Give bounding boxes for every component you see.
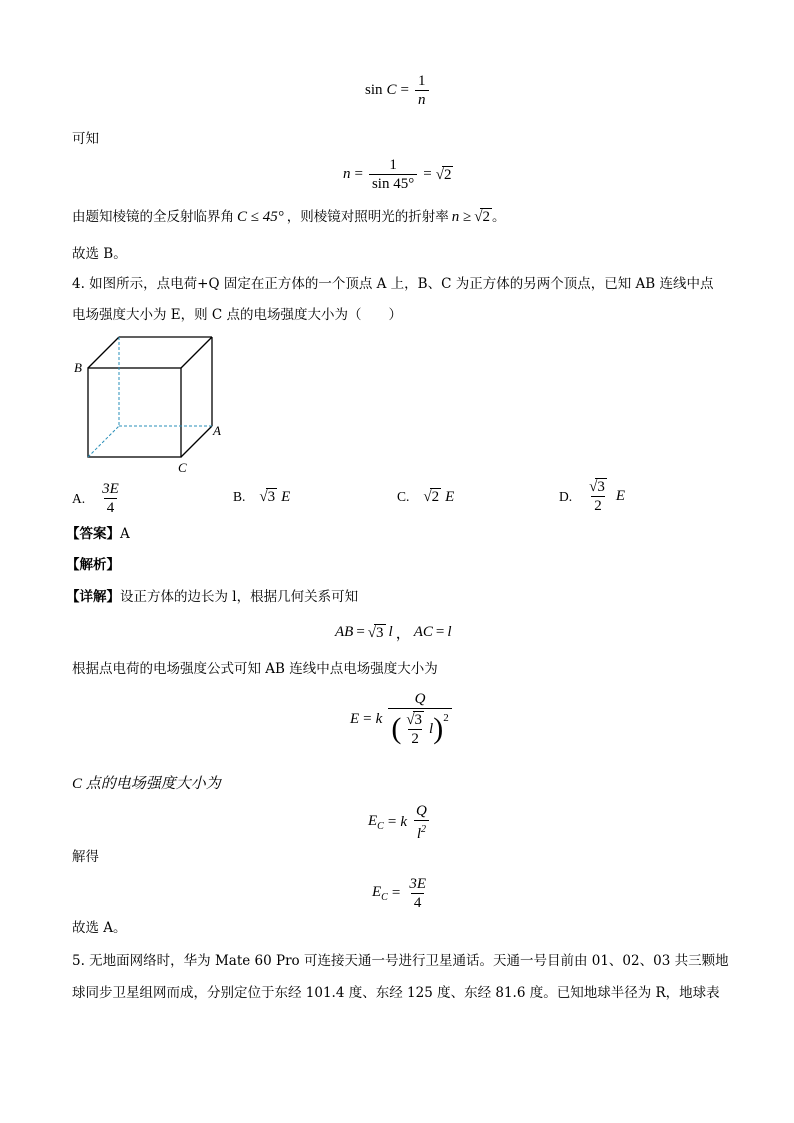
answer-line — [66, 524, 130, 544]
denominator: 4 — [411, 893, 425, 912]
question-5-line2: 球同步卫星组网而成，分别定位于东经 101.4 度、东经 125 度、东经 81.6 度。已知地球半径为 R，地球表 — [72, 985, 720, 1001]
fraction — [369, 156, 417, 193]
cube-edge — [88, 337, 119, 368]
option-C[interactable] — [397, 488, 454, 506]
sqrt: √2 — [474, 209, 490, 225]
eq-text: E — [350, 711, 360, 727]
numerator: 3E — [102, 481, 119, 497]
option-letter: B. — [233, 489, 246, 504]
radicand: 3 — [267, 489, 276, 505]
eq-text: sin — [365, 82, 383, 98]
denominator: 2 — [408, 729, 422, 748]
eq-text: = — [400, 82, 409, 98]
text: ，则棱镜对照明光的折射率 — [286, 209, 449, 225]
analysis-line — [66, 555, 120, 575]
denominator: 4 — [104, 498, 118, 517]
eq-text: = — [391, 885, 401, 901]
fraction — [99, 480, 122, 517]
math-inline: n ≥ — [451, 209, 472, 225]
fraction — [406, 875, 429, 912]
text: 由题知棱镜的全反射临界角 — [72, 209, 234, 225]
numerator: Q — [414, 691, 426, 707]
fraction — [413, 802, 430, 843]
option-D[interactable] — [559, 478, 625, 515]
paren: ) — [433, 712, 444, 745]
text: 。 — [491, 209, 506, 225]
eq-text: AC — [413, 624, 433, 640]
text-line: 故选 B。 — [72, 246, 127, 262]
eq-text: C — [386, 82, 397, 98]
question-4-line1: 4. 如图所示，点电荷+Q 固定在正方体的一个顶点 A 上，B、C 为正方体的另两个顶点，已知 AB 连线中点 — [72, 276, 714, 292]
text: C 点的电场强度大小为 — [72, 776, 221, 792]
eq-text: E — [372, 884, 382, 900]
numerator: √3 — [406, 711, 423, 728]
equation-AB-AC — [335, 622, 452, 643]
denominator: 2 — [591, 496, 605, 515]
detail-text: 设正方体的边长为 l，根据几何关系可知 — [120, 589, 359, 605]
equation-EC2 — [372, 875, 431, 912]
answer-tag: 【答案】 — [66, 526, 120, 542]
eq-text: k — [375, 711, 383, 727]
eq-text: = — [363, 711, 372, 727]
denominator — [414, 820, 429, 843]
paren: ( — [391, 712, 402, 745]
text-line: 解得 — [72, 849, 99, 865]
subscript: C — [381, 892, 388, 903]
option-letter: D. — [559, 488, 573, 504]
eq-text: AB — [335, 624, 354, 640]
option-tail: E — [615, 488, 626, 504]
label-A: A — [213, 423, 221, 438]
eq-text: ， — [395, 626, 411, 642]
sqrt: √3 — [367, 624, 384, 641]
radicand: 3 — [376, 624, 384, 641]
radicand: 3 — [597, 479, 605, 495]
exponent: 2 — [443, 712, 449, 724]
detail-tag: 【详解】 — [66, 589, 120, 605]
text-line — [72, 774, 221, 794]
fraction — [415, 72, 429, 109]
cube-front-face — [88, 368, 181, 457]
exponent: 2 — [420, 824, 426, 835]
sqrt: √3 — [259, 489, 276, 505]
cube-hidden-edge — [88, 426, 119, 457]
cube-edge — [181, 426, 212, 457]
eq-text: = — [423, 166, 432, 182]
numerator: √3 — [589, 479, 605, 495]
denominator — [388, 708, 451, 749]
eq-text: = — [354, 166, 363, 182]
equation-sinC — [365, 72, 431, 109]
option-letter: A. — [72, 490, 86, 506]
label-C: C — [178, 460, 187, 475]
equation-EC — [368, 802, 432, 843]
eq-text: n — [343, 166, 351, 182]
eq-text: = — [356, 624, 365, 640]
radicand: 2 — [443, 166, 452, 183]
cube-edge — [181, 337, 212, 368]
equation-n — [343, 156, 453, 193]
option-A[interactable] — [72, 480, 124, 517]
option-B[interactable] — [233, 488, 290, 506]
detail-line — [66, 587, 358, 607]
answer-value: A — [120, 526, 130, 542]
option-tail: E — [281, 488, 291, 505]
eq-text: l — [388, 624, 393, 640]
eq-text — [372, 884, 388, 903]
option-letter: C. — [397, 489, 410, 504]
denominator: n — [415, 90, 429, 109]
eq-text: l — [429, 721, 434, 737]
numerator: 1 — [389, 157, 397, 173]
radicand: 3 — [414, 711, 423, 728]
eq-text: l — [447, 624, 452, 640]
text-line: 根据点电荷的电场强度公式可知 AB 连线中点电场强度大小为 — [72, 661, 438, 677]
numerator: Q — [415, 803, 427, 819]
sqrt: √2 — [423, 489, 440, 505]
numerator: 3E — [409, 876, 426, 892]
fraction — [388, 690, 451, 749]
sqrt: √2 — [435, 166, 452, 183]
question-4-line2: 电场强度大小为 E，则 C 点的电场强度大小为（ ） — [72, 307, 403, 323]
text-line: 故选 A。 — [72, 920, 127, 936]
radicand: 2 — [431, 489, 440, 505]
analysis-tag: 【解析】 — [66, 557, 120, 573]
denominator: sin 45° — [369, 174, 417, 193]
eq-text: = — [387, 814, 397, 830]
text-line — [72, 207, 505, 227]
subscript: C — [377, 821, 384, 832]
eq-text: l — [416, 826, 421, 842]
question-5-line1: 5. 无地面网络时，华为 Mate 60 Pro 可连接天通一号进行卫星通话。天通一号目前由 01、02、03 共三颗地 — [72, 953, 729, 969]
text-line: 可知 — [72, 131, 99, 147]
inner-fraction — [403, 711, 427, 748]
cube-figure — [70, 330, 230, 480]
numerator: 1 — [418, 73, 426, 89]
eq-text: k — [400, 814, 407, 830]
label-B: B — [74, 360, 82, 375]
eq-text: = — [435, 624, 445, 640]
equation-E — [350, 690, 454, 749]
eq-text: E — [368, 813, 378, 829]
fraction — [586, 478, 610, 515]
option-tail: E — [445, 488, 455, 505]
math-inline: C ≤ 45° — [237, 209, 284, 225]
eq-text — [368, 813, 384, 832]
radicand: 2 — [482, 209, 490, 225]
